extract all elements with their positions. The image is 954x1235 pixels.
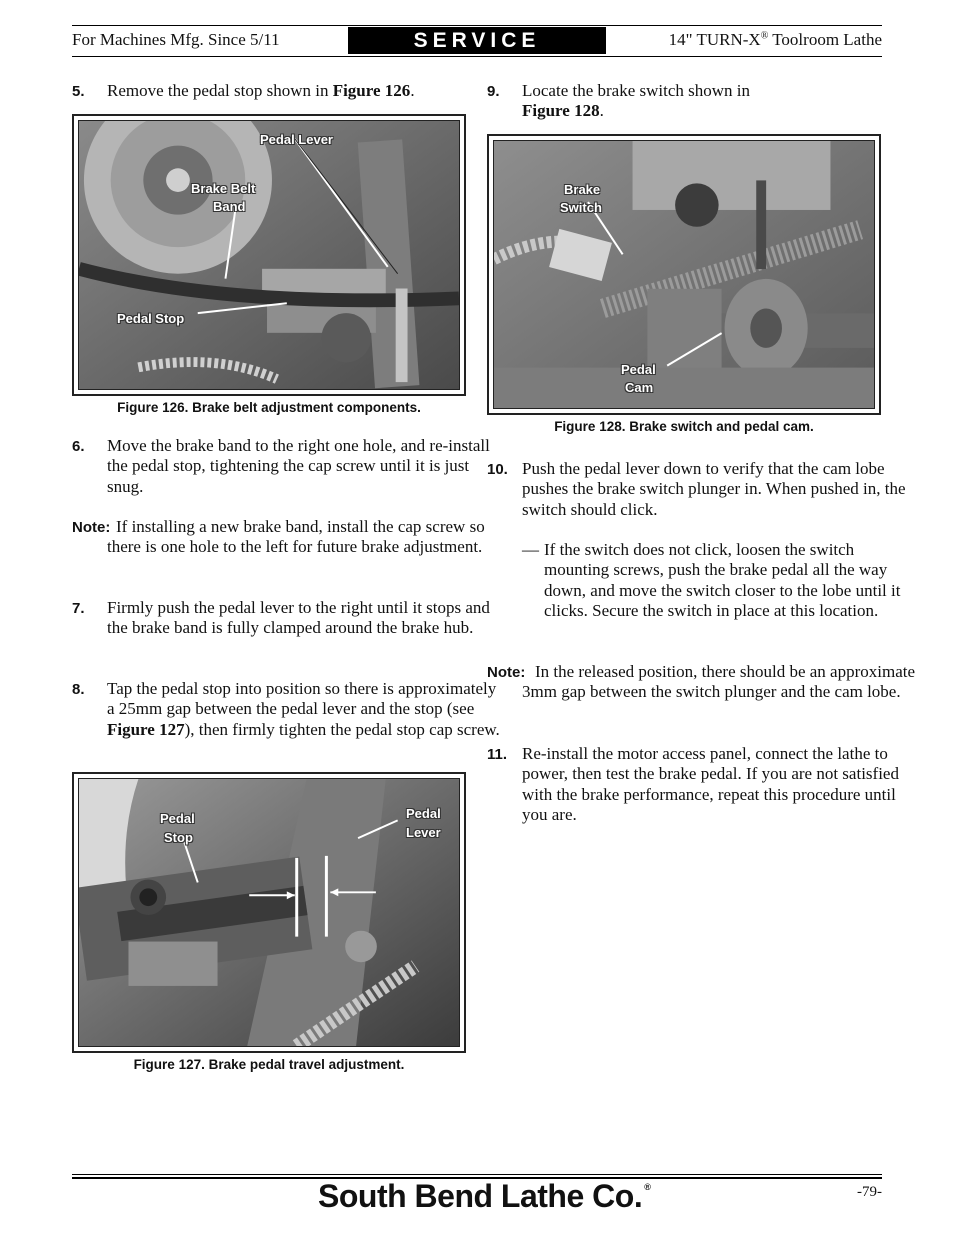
step-text: Push the pedal lever down to verify that the cam lobe pushes the brake switch plunger in. When pushed in, the switch should click. [522, 459, 906, 519]
figure-128 [487, 134, 881, 415]
step-number: 5. [72, 83, 85, 100]
figure-126 [72, 114, 466, 396]
figure-126-photo [78, 120, 460, 390]
label-switch: Switch [560, 200, 602, 215]
figure-127-illustration [79, 779, 459, 1046]
step-5 [72, 81, 502, 101]
step-10-troubleshoot [522, 540, 904, 621]
figure-reference: Figure 126 [332, 81, 411, 100]
step-text-end: . [410, 81, 415, 100]
figure-reference: Figure 127 [107, 719, 185, 739]
step-text: Remove the pedal stop shown in [107, 81, 333, 100]
label-cam: Cam [625, 380, 654, 395]
step-text-end: . [599, 101, 604, 121]
step-number: 11. [487, 746, 508, 763]
brand-name: South Bend Lathe Co. [318, 1178, 643, 1214]
figure-127-photo [78, 778, 460, 1047]
step-number: 9. [487, 83, 500, 100]
header-model-name: 14" TURN-X [668, 30, 761, 49]
label-pedal: Pedal [621, 362, 656, 377]
step-text-end: ), then firmly tighten the pedal stop cap screw. [184, 719, 500, 739]
brand-registered-mark: ® [644, 1182, 651, 1192]
step-6 [72, 436, 502, 497]
figure-127-caption: Figure 127. Brake pedal travel adjustment. [133, 1057, 405, 1072]
section-title: SERVICE [348, 27, 606, 54]
brand-logo [318, 1178, 650, 1215]
figure-128-illustration [494, 141, 874, 408]
label-lever: Lever [406, 825, 441, 840]
header-model [669, 30, 882, 50]
step-9 [487, 81, 917, 122]
step-number: 8. [72, 681, 85, 698]
step-8 [72, 679, 502, 740]
step-number: 6. [72, 438, 85, 455]
note-label: Note: [72, 519, 111, 536]
header-model-rest: Toolroom Lathe [768, 30, 882, 49]
label-band: Band [213, 199, 246, 214]
header-bottom-rule [72, 56, 882, 57]
figure-126-illustration [79, 121, 459, 389]
label-brake: Brake [564, 182, 601, 197]
page-number: -79- [857, 1184, 882, 1200]
step-number: 7. [72, 600, 85, 617]
step-7 [72, 598, 502, 639]
step-number: 10. [487, 461, 508, 478]
note-released-position [487, 662, 917, 703]
label-pedal-stop: Pedal Stop [117, 311, 185, 326]
figure-reference: Figure 128 [522, 101, 600, 121]
step-text: Tap the pedal stop into position so there is approximately a 25mm gap between the pedal lever and the stop (see [107, 679, 497, 719]
header-top-rule [72, 25, 882, 26]
label-pedal: Pedal [160, 811, 195, 826]
figure-126-caption: Figure 126. Brake belt adjustment components. [117, 400, 421, 415]
step-text: If the switch does not click, loosen the switch mounting screws, push the brake pedal all the way down, and move the switch closer to the lobe until it clicks. Secure the switch in place at this location. [544, 540, 901, 620]
step-text: Locate the brake switch shown in [522, 81, 751, 100]
figure-128-caption: Figure 128. Brake switch and pedal cam. [554, 419, 814, 434]
footer-rule-thin [72, 1174, 882, 1175]
note-label: Note: [487, 664, 526, 681]
step-11 [487, 744, 917, 825]
label-brake-belt: Brake Belt [191, 181, 256, 196]
header-machine-date: For Machines Mfg. Since 5/11 [72, 30, 280, 49]
step-10 [487, 459, 917, 520]
header-registered-mark: ® [760, 30, 769, 42]
dash-marker: — [522, 540, 539, 559]
note-new-brake-band [72, 517, 502, 558]
note-text: In the released position, there should be an approximate 3mm gap between the switch plunger and the cam lobe. [522, 662, 916, 702]
figure-127 [72, 772, 466, 1053]
note-text: If installing a new brake band, install the cap screw so there is one hole to the left for future brake adjustment. [107, 517, 485, 557]
step-text: Firmly push the pedal lever to the right until it stops and the brake band is fully clamped around the brake hub. [107, 598, 490, 638]
label-pedal-lever: Pedal Lever [260, 132, 333, 147]
step-text: Move the brake band to the right one hole, and re-install the pedal stop, tightening the cap screw until it is just snug. [107, 436, 490, 496]
step-text: Re-install the motor access panel, connect the lathe to power, then test the brake pedal. If you are not satisfied with the brake performance, repeat this procedure until you are. [522, 744, 899, 824]
label-stop: Stop [164, 830, 193, 845]
figure-128-photo [493, 140, 875, 409]
label-pedal: Pedal [406, 806, 441, 821]
